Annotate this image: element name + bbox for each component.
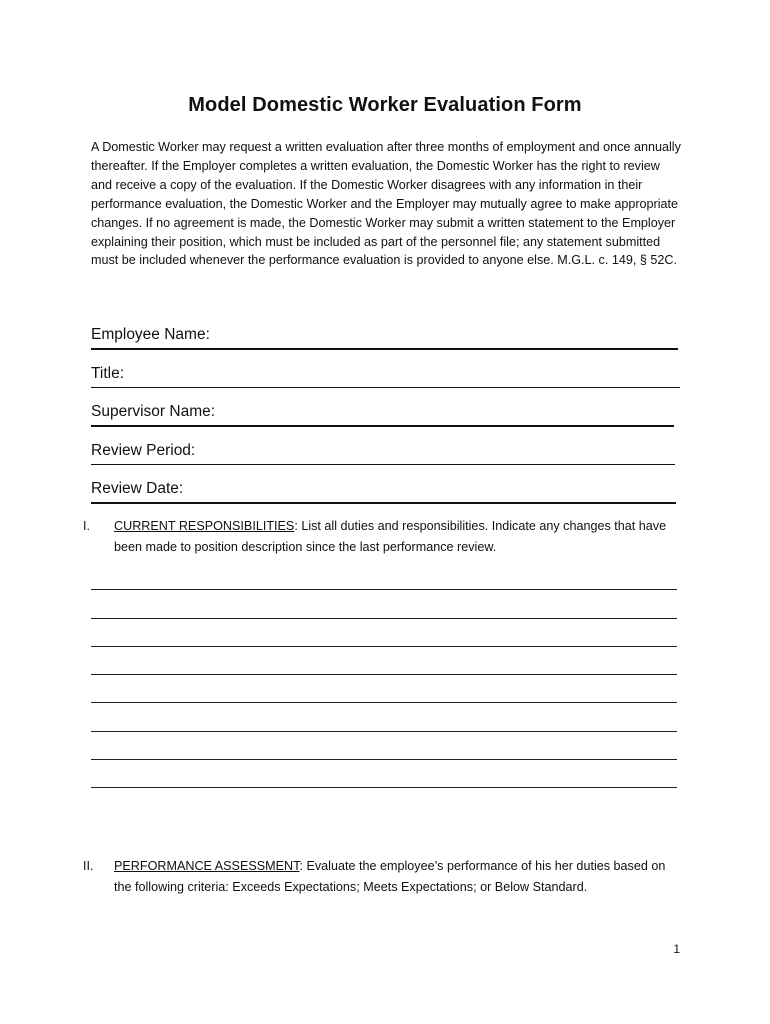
answer-line[interactable] bbox=[91, 619, 677, 647]
answer-line[interactable] bbox=[91, 703, 677, 731]
review-date-line[interactable] bbox=[91, 502, 676, 504]
section-body bbox=[114, 516, 679, 558]
section-text: : Evaluate the employee’s performance of his her duties based on the following criteria: Exceeds Expectations; Meets Expectations; or Below Standard. bbox=[114, 859, 666, 894]
document-title: Model Domestic Worker Evaluation Form bbox=[188, 94, 582, 116]
section-text: : List all duties and responsibilities. Indicate any changes that have been made to position description since the last performance review. bbox=[114, 519, 667, 554]
intro-paragraph: A Domestic Worker may request a written evaluation after three months of employment and once annually thereafter. If the Employer completes a written evaluation, the Domestic Worker has the right to review and receive a copy of the evaluation. If the Domestic Worker disagrees with any information in their performance evaluation, the Domestic Worker and the Employer may mutually agree to make appropriate changes. If no agreement is made, the Domestic Worker may submit a written statement to the Employer explaining their position, which must be included as part of the personnel file; any statement submitted must be included whenever the performance evaluation is provided to anyone else. M.G.L. c. 149, § 52C. bbox=[91, 140, 681, 268]
section-heading: PERFORMANCE ASSESSMENT bbox=[114, 859, 300, 873]
answer-line[interactable] bbox=[91, 590, 677, 618]
title-label: Title: bbox=[91, 364, 125, 382]
answer-line[interactable] bbox=[91, 647, 677, 675]
section-number: II. bbox=[83, 859, 94, 873]
review-period-label: Review Period: bbox=[91, 441, 196, 459]
section-number: I. bbox=[83, 519, 90, 533]
employee-name-label: Employee Name: bbox=[91, 326, 210, 343]
employee-info-fields bbox=[91, 324, 681, 517]
page-number: 1 bbox=[673, 942, 680, 956]
review-period-line[interactable] bbox=[91, 464, 675, 466]
section-heading: CURRENT RESPONSIBILITIES bbox=[114, 519, 295, 533]
section-body bbox=[114, 856, 679, 898]
review-date-field[interactable] bbox=[91, 478, 681, 517]
answer-line[interactable] bbox=[91, 760, 677, 788]
title-field[interactable] bbox=[91, 363, 681, 402]
title-line[interactable] bbox=[91, 387, 680, 389]
supervisor-name-field[interactable] bbox=[91, 401, 681, 440]
review-period-field[interactable] bbox=[91, 440, 681, 479]
answer-line[interactable] bbox=[91, 562, 677, 590]
answer-line[interactable] bbox=[91, 675, 677, 703]
supervisor-name-line[interactable] bbox=[91, 425, 674, 427]
employee-name-field[interactable] bbox=[91, 324, 681, 363]
answer-line[interactable] bbox=[91, 732, 677, 760]
responsibilities-answer-lines[interactable] bbox=[91, 562, 677, 788]
supervisor-name-label: Supervisor Name: bbox=[91, 403, 216, 420]
employee-name-line[interactable] bbox=[91, 348, 678, 350]
review-date-label: Review Date: bbox=[91, 480, 184, 497]
